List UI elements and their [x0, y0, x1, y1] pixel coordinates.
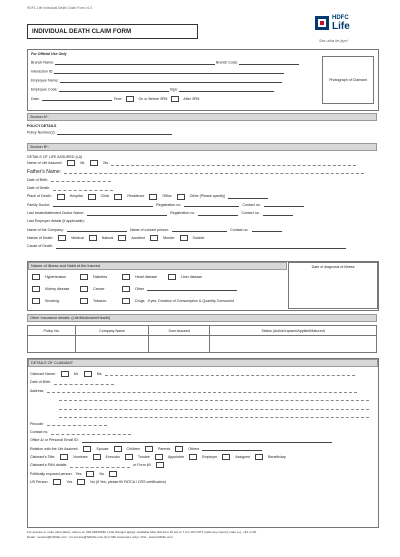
office-label: Office [162, 194, 172, 199]
others-checkbox[interactable] [175, 446, 183, 452]
claimant-dob-field[interactable] [54, 380, 114, 385]
claimant-heading: DETAILS OF CLAIMANT [28, 359, 378, 367]
spouse-label: Spouse [96, 446, 109, 451]
col-status: Status (Active/Lapsed/Applied/Matured) [210, 326, 377, 336]
section-a [27, 110, 377, 135]
company-label: Name of the Company: [27, 227, 64, 232]
last-doctor-reg-field[interactable] [198, 211, 238, 216]
la-dob-row [27, 176, 377, 184]
last-doctor-label: Last treated/attended Doctor Name: [27, 211, 85, 216]
branch-name-label: Branch Name: [31, 60, 54, 65]
pincode-label: Pincode: [30, 421, 44, 426]
employee-code-row [31, 87, 274, 92]
illness-row-1 [30, 274, 202, 280]
nature-of-death-row [27, 234, 377, 242]
other-illness-checkbox[interactable] [122, 286, 130, 292]
children-checkbox[interactable] [114, 446, 122, 452]
other-place-label: Other (Please specify) [189, 194, 226, 199]
la-name-label: Name of Life Assured: [27, 161, 63, 166]
place-of-death-row [27, 192, 377, 200]
hdfc-life-logo [315, 14, 373, 50]
last-doctor-row [27, 209, 377, 217]
col-sum-assured: Sum Assured [149, 326, 210, 336]
insurance-section [27, 311, 377, 353]
relation-label: Relation with the Life Assured: [30, 446, 79, 451]
la-ms-label: Ms [103, 161, 109, 166]
contact-person-label: Name of contact person: [129, 227, 170, 232]
last-doctor-contact-field[interactable] [263, 211, 293, 216]
illness-row-2 [30, 286, 237, 292]
employer-checkbox[interactable] [189, 454, 197, 460]
policy-number-label: Policy Number(s): [27, 130, 56, 135]
hospital-checkbox[interactable] [57, 194, 65, 200]
pan-field[interactable] [70, 463, 130, 468]
nature-of-death-label: Nature of Death: [27, 235, 54, 240]
claimant-section [27, 358, 379, 528]
form-title: INDIVIDUAL DEATH CLAIM FORM [27, 24, 198, 39]
section-a-heading: Section A*: [27, 113, 377, 121]
spouse-checkbox[interactable] [83, 446, 91, 452]
tobacco-label: Tobacco [93, 298, 107, 303]
table-row[interactable] [28, 336, 377, 353]
family-doctor-contact-label: Contact no. [242, 202, 261, 207]
claimant-name-field[interactable] [105, 372, 355, 377]
claimant-mr-label: Mr. [73, 372, 79, 376]
claimant-name-row [30, 370, 378, 378]
claimant-ms-label: Ms [96, 372, 102, 376]
claimant-dob-label: Date of Birth: [30, 380, 51, 385]
sign-label: Sign: [169, 87, 178, 92]
suicide-checkbox[interactable] [180, 235, 188, 241]
official-use-section [27, 49, 379, 111]
claimant-title-label: Claimant's Title: [30, 454, 56, 459]
employee-code-label: Employee Code: [31, 87, 58, 92]
after-3pm-checkbox[interactable] [171, 96, 179, 102]
employee-name-field[interactable] [60, 78, 282, 83]
la-dob-label: Date of Birth: [27, 177, 48, 182]
liver-disease-label: Liver disease [181, 274, 203, 279]
smoking-label: Smoking [45, 298, 59, 303]
address-field-3[interactable] [59, 405, 369, 410]
branch-name-row [31, 60, 299, 65]
tobacco-checkbox[interactable] [80, 298, 88, 304]
assignee-checkbox[interactable] [222, 454, 230, 460]
natural-checkbox[interactable] [89, 235, 97, 241]
cancer-checkbox[interactable] [80, 286, 88, 292]
company-field[interactable] [67, 228, 127, 233]
interaction-id-row [31, 69, 284, 74]
others-label: Others [188, 446, 200, 451]
family-doctor-contact-field[interactable] [264, 203, 304, 208]
office-checkbox[interactable] [149, 194, 157, 200]
claimant-contact-field[interactable] [51, 430, 131, 435]
claimant-contact-row [30, 428, 378, 436]
last-doctor-field[interactable] [87, 211, 167, 216]
father-name-row [27, 168, 377, 176]
interaction-id-label: Interaction ID: [31, 69, 54, 74]
illness-section [27, 261, 379, 311]
email-row [30, 436, 378, 444]
accident-label: Accident [131, 235, 146, 240]
residence-label: Residence [127, 194, 145, 199]
other-place-field[interactable] [228, 194, 268, 199]
la-mr-checkbox[interactable] [67, 160, 75, 166]
date-label: Date: [31, 96, 40, 101]
logo-hdfc-text: HDFC [332, 15, 349, 21]
nominee-label: Nominee [73, 454, 88, 459]
la-details-heading: DETAILS OF LIFE ASSURED (LA) [27, 155, 83, 159]
employer-label: Employer [202, 454, 218, 459]
other-illness-field[interactable] [147, 287, 237, 292]
pincode-field[interactable] [47, 422, 107, 427]
la-ms-checkbox[interactable] [90, 160, 98, 166]
family-doctor-field[interactable] [53, 203, 153, 208]
habit-note: If yes, Duration of Consumption & Quantity Consumed [147, 298, 235, 303]
address-row [30, 387, 378, 395]
date-field[interactable] [42, 97, 112, 102]
trustee-label: Trustee [137, 454, 150, 459]
logo-life-text: Life [332, 21, 350, 32]
interaction-id-field[interactable] [54, 69, 284, 74]
contact-person-field[interactable] [172, 228, 227, 233]
branch-code-label: Branch Code: [215, 60, 238, 65]
la-mr-label: Mr. [80, 161, 86, 166]
kidney-disease-checkbox[interactable] [32, 286, 40, 292]
col-company-name: Company Name [76, 326, 149, 336]
insurance-heading: Other Insurance details: (Life/Mediclaim/Health) [27, 314, 377, 322]
clinic-label: Clinic [100, 194, 110, 199]
medical-checkbox[interactable] [58, 235, 66, 241]
la-dob-field[interactable] [51, 178, 111, 183]
form60-checkbox[interactable] [156, 462, 164, 468]
father-name-field[interactable] [64, 169, 364, 174]
time-label: Time: [113, 96, 123, 101]
footer-email-line: Email - service@hdfclife.com ; nri.service@hdfclife.com (For NRI customers only). Visit - www.hdfclife.com [27, 535, 173, 539]
section-b [27, 140, 377, 251]
illness-heading: Nature of Illness and Habit of the Insured [28, 262, 287, 270]
place-of-death-label: Place of Death: [27, 194, 52, 199]
last-employer-label: Last Employer details (if applicable): [27, 219, 85, 224]
beneficiary-checkbox[interactable] [255, 454, 263, 460]
cancer-label: Cancer [93, 286, 105, 291]
parents-checkbox[interactable] [145, 446, 153, 452]
employer-contact-label: Contact no. [230, 227, 249, 232]
others-field[interactable] [202, 447, 262, 452]
pan-row [30, 461, 378, 469]
photograph-box[interactable]: Photograph of Claimant [322, 56, 374, 104]
drugs-label: Drugs [135, 298, 145, 303]
claimant-ms-checkbox[interactable] [84, 371, 92, 377]
relation-row [30, 445, 378, 453]
pep-no-checkbox[interactable] [109, 471, 117, 477]
la-dod-field[interactable] [53, 186, 113, 191]
cause-of-death-label: Cause of Death: [27, 244, 53, 249]
pep-label: Politically exposed person: [30, 471, 73, 476]
footer [27, 530, 377, 540]
assignee-label: Assignee [235, 454, 251, 459]
nominee-checkbox[interactable] [60, 454, 68, 460]
hypertension-label: Hypertension [45, 274, 67, 279]
hypertension-checkbox[interactable] [32, 274, 40, 280]
us-no-label: No (If Yes, please fill FATCA / CRS certification) [90, 479, 166, 484]
smoking-checkbox[interactable] [32, 298, 40, 304]
us-yes-checkbox[interactable] [53, 479, 61, 485]
address-label: Address: [30, 388, 45, 393]
official-use-heading: For Official Use Only [31, 52, 67, 56]
executor-label: Executor [105, 454, 120, 459]
trustee-checkbox[interactable] [125, 454, 133, 460]
branch-name-field[interactable] [55, 60, 215, 65]
cause-of-death-field[interactable] [56, 244, 346, 249]
before-3pm-label: On or Before 3PM [138, 96, 168, 101]
diabetes-checkbox[interactable] [80, 274, 88, 280]
medical-label: Medical [71, 235, 84, 240]
other-place-checkbox[interactable] [177, 194, 185, 200]
address-field-1[interactable] [47, 388, 357, 393]
claimant-name-label: Claimant Name: [30, 372, 56, 376]
family-doctor-label: Family Doctor: [27, 202, 51, 207]
children-label: Children [126, 446, 140, 451]
date-time-row [31, 96, 199, 102]
father-name-label: Father's Name: [27, 168, 62, 175]
pincode-row [30, 420, 378, 428]
insurance-table [27, 325, 377, 353]
last-doctor-contact-label: Contact no. [241, 211, 260, 216]
section-b-heading: Section B*: [27, 143, 377, 151]
address-field-4[interactable] [59, 413, 369, 418]
hospital-label: Hospital [69, 194, 83, 199]
company-row [27, 226, 377, 234]
after-3pm-label: After 3PM [183, 96, 200, 101]
beneficiary-label: Beneficiary [268, 454, 286, 459]
murder-label: Murder [163, 235, 175, 240]
before-3pm-checkbox[interactable] [126, 96, 134, 102]
pep-no-label: No [99, 471, 105, 476]
pep-yes-label: Yes [75, 471, 82, 476]
family-doctor-reg-label: Registration no. [156, 202, 182, 207]
insurance-header-row [28, 326, 377, 336]
form60-label: or Form 60 [133, 463, 151, 468]
policy-number-row [27, 130, 377, 135]
cause-of-death-row [27, 242, 377, 250]
la-name-row [27, 159, 377, 167]
parents-label: Parents [157, 446, 171, 451]
last-doctor-reg-label: Registration no. [170, 211, 196, 216]
pep-row [30, 470, 378, 478]
form-reference: HDFC Life Individual Death Claim Form v1.0 [27, 6, 93, 10]
la-dod-label: Date of Death: [27, 186, 51, 191]
diabetes-label: Diabetes [93, 274, 108, 279]
la-name-field[interactable] [111, 161, 356, 166]
murder-checkbox[interactable] [150, 235, 158, 241]
logo-tagline: Sar utha ke jiyo! [319, 38, 348, 43]
address-field-2[interactable] [59, 397, 369, 402]
employee-name-label: Employee Name: [31, 78, 59, 83]
habit-row [30, 298, 234, 304]
pan-label: Claimant's PAN details: [30, 463, 68, 468]
logo-mark-icon [315, 16, 329, 30]
claimant-dob-row [30, 378, 378, 386]
la-dod-row [27, 184, 377, 192]
appointee-checkbox[interactable] [155, 454, 163, 460]
residence-checkbox[interactable] [114, 194, 122, 200]
us-no-checkbox[interactable] [77, 479, 85, 485]
family-doctor-reg-field[interactable] [184, 203, 239, 208]
heart-disease-checkbox[interactable] [122, 274, 130, 280]
drugs-checkbox[interactable] [122, 298, 130, 304]
sign-field[interactable] [179, 87, 274, 92]
claimant-contact-label: Contact no. [30, 430, 49, 435]
family-doctor-row [27, 201, 377, 209]
us-person-row [30, 478, 378, 486]
natural-label: Natural [101, 235, 114, 240]
us-person-label: US Person: [30, 479, 49, 484]
col-policy-no: Policy No. [28, 326, 76, 336]
accident-checkbox[interactable] [118, 235, 126, 241]
executor-checkbox[interactable] [93, 454, 101, 460]
kidney-disease-label: Kidney disease [45, 286, 70, 291]
liver-disease-checkbox[interactable] [168, 274, 176, 280]
heart-disease-label: Heart disease [135, 274, 158, 279]
claimant-mr-checkbox[interactable] [61, 371, 69, 377]
employee-name-row [31, 78, 282, 83]
email-field[interactable] [82, 438, 332, 443]
suicide-label: Suicide [192, 235, 205, 240]
footer-contact-line: For queries or more information, call us on 022-68446530 ( Call charges apply). Available Mon-Sat from 10 am to 7 pm. DO NOT prefix any country code e.g. +91 or 00. [27, 530, 257, 534]
claimant-title-row [30, 453, 378, 461]
appointee-label: Appointee [167, 454, 185, 459]
employer-contact-field[interactable] [252, 228, 282, 233]
diagnosis-date-box[interactable]: Date of diagnosis of illness [288, 262, 378, 309]
policy-number-field[interactable] [57, 130, 172, 135]
pep-yes-checkbox[interactable] [86, 471, 94, 477]
policy-details-heading: POLICY DETAILS [27, 124, 57, 128]
email-label: Office &/ or Personal Email ID: [30, 438, 79, 443]
employee-code-field[interactable] [59, 87, 169, 92]
other-illness-label: Other [135, 286, 144, 291]
us-yes-label: Yes [66, 479, 73, 484]
branch-code-field[interactable] [239, 60, 299, 65]
clinic-checkbox[interactable] [88, 194, 96, 200]
